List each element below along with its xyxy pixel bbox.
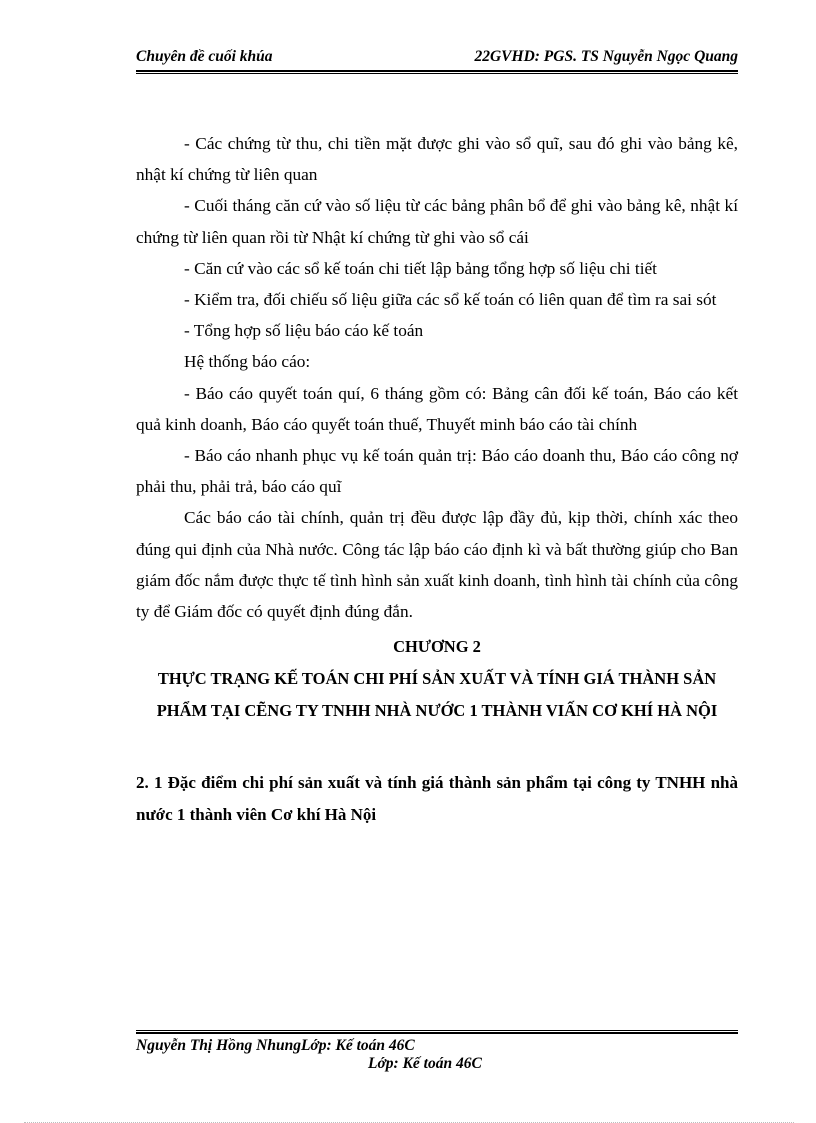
chapter-title: THỰC TRẠNG KẾ TOÁN CHI PHÍ SẢN XUẤT VÀ TÍNH GIÁ THÀNH SẢN PHẨM TẠI CẼNG TY TNHH NHÀ NƯỚC 1 THÀNH VIẤN CƠ KHÍ HÀ NỘI	[156, 669, 718, 721]
paragraph-check-errors: - Kiểm tra, đối chiếu số liệu giữa các sổ kế toán có liên quan để tìm ra sai sót	[184, 290, 717, 310]
header-right-text: 22GVHD: PGS. TS Nguyễn Ngọc Quang	[474, 48, 738, 65]
page-header	[136, 48, 738, 70]
paragraph-month-end: - Cuối tháng căn cứ vào số liệu từ các bảng phân bổ để ghi vào bảng kê, nhật kí chứng từ liên quan rồi từ Nhật kí chứng từ ghi vào sổ cái	[136, 196, 738, 247]
paragraph-report-system: Hệ thống báo cáo:	[184, 352, 311, 372]
paragraph-cash-vouchers: - Các chứng từ thu, chi tiền mặt được ghi vào sổ quĩ, sau đó ghi vào bảng kê, nhật kí chứng từ liên quan	[136, 134, 738, 185]
header-left-text: Chuyên đề cuối khúa	[136, 48, 273, 65]
header-rule	[136, 70, 738, 74]
paragraph-financial-reports: Các báo cáo tài chính, quản trị đều được lập đầy đủ, kịp thời, chính xác theo đúng qui định của Nhà nước. Công tác lập báo cáo định kì và bất thường giúp cho Ban giám đốc nắm được thực tế tình hình sản xuất kinh doanh, tình hình tài chính của công ty để Giám đốc có quyết định đúng đắn.	[136, 508, 738, 622]
paragraph-settlement-report: - Báo cáo quyết toán quí, 6 tháng gồm có: Bảng cân đối kế toán, Báo cáo kết quả kinh doanh, Báo cáo quyết toán thuế, Thuyết minh báo cáo tài chính	[136, 383, 738, 434]
chapter-label: CHƯƠNG 2	[393, 637, 481, 657]
paragraph-summary: - Tổng hợp số liệu báo cáo kế toán	[184, 321, 424, 341]
footer-rule	[136, 1030, 738, 1034]
footer-line-2: Lớp: Kế toán 46C	[368, 1055, 482, 1072]
footer-line-1: Nguyễn Thị Hồng NhungLớp: Kế toán 46C	[136, 1037, 415, 1054]
paragraph-quick-report: - Báo cáo nhanh phục vụ kế toán quản trị: Báo cáo doanh thu, Báo cáo công nợ phải thu, phải trả, báo cáo quĩ	[136, 446, 738, 497]
paragraph-detail-books: - Căn cứ vào các sổ kế toán chi tiết lập bảng tổng hợp số liệu chi tiết	[184, 258, 657, 278]
section-heading: 2. 1 Đặc điểm chi phí sản xuất và tính giá thành sản phẩm tại công ty TNHH nhà nước 1 thành viên Cơ khí Hà Nội	[136, 773, 738, 825]
document-body	[136, 128, 738, 831]
